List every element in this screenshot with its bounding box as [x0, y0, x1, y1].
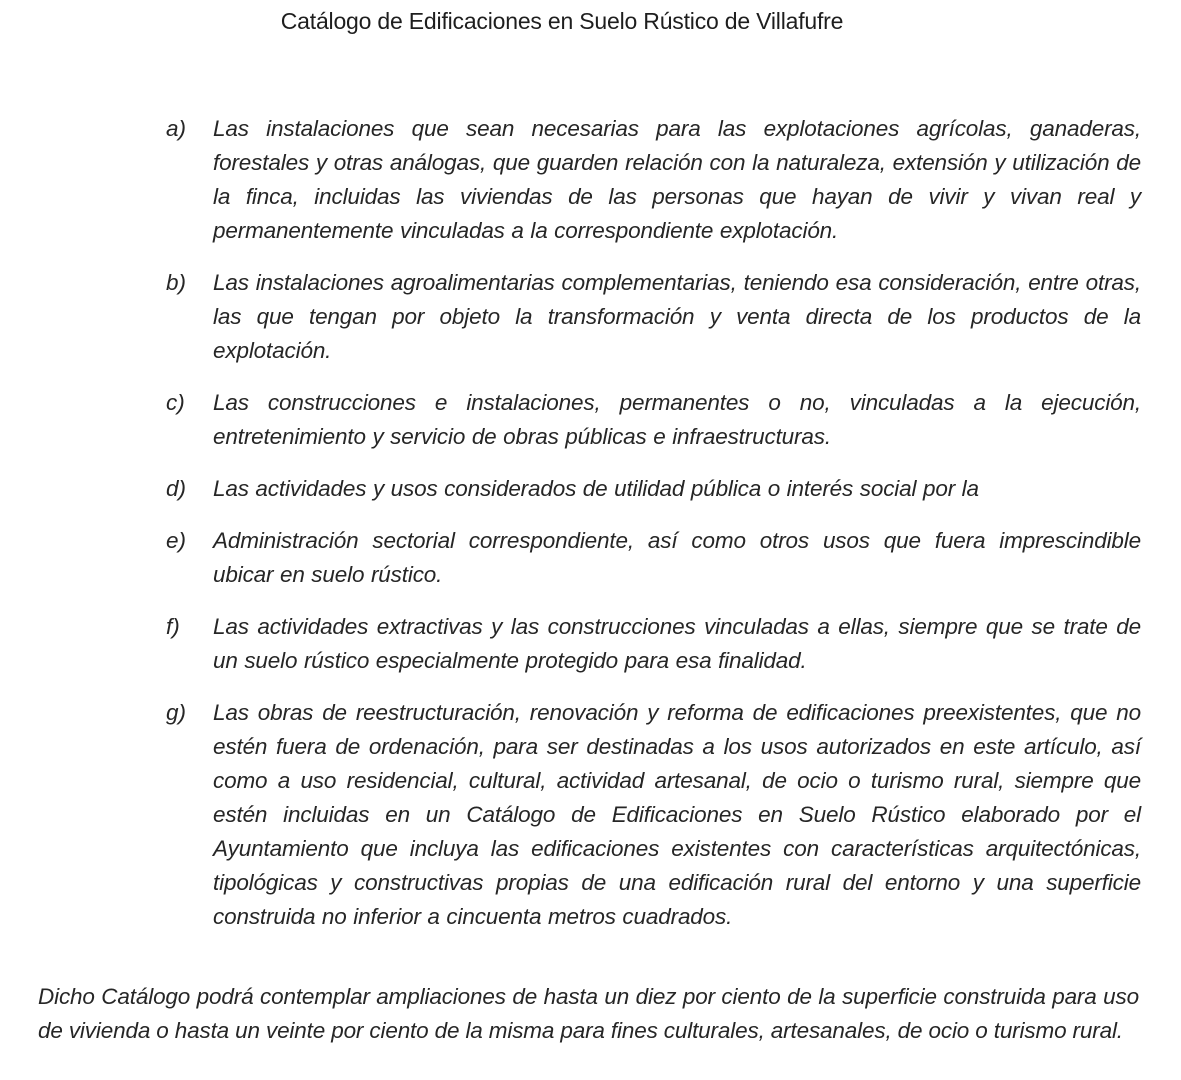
list-item-a	[166, 112, 1141, 248]
list-item-text: Las instalaciones que sean necesarias para las explotaciones agrícolas, ganaderas, forestales y otras análogas, que guarden relación con la naturaleza, extensión y utilización de la finca, incluidas las viviendas de las personas que hayan de vivir y vivan real y permanentemente vinculadas a la correspondiente explotación.	[213, 116, 1141, 243]
regulation-list	[166, 112, 1141, 934]
list-marker: d)	[166, 476, 187, 501]
list-marker: g)	[166, 700, 187, 725]
list-item-e	[166, 524, 1141, 592]
page-title: Catálogo de Edificaciones en Suelo Rústico de Villafufre	[280, 8, 844, 34]
list-item-g	[166, 696, 1141, 934]
list-marker: e)	[166, 528, 187, 553]
list-item-text: Las instalaciones agroalimentarias complementarias, teniendo esa consideración, entre otras, las que tengan por objeto la transformación y venta directa de los productos de la explotación.	[213, 270, 1141, 363]
list-item-text: Administración sectorial correspondiente, así como otros usos que fuera imprescindible ubicar en suelo rústico.	[213, 528, 1141, 587]
list-marker: c)	[166, 390, 185, 415]
closing-paragraph: Dicho Catálogo podrá contemplar ampliaciones de hasta un diez por ciento de la superficie construida para uso de vivienda o hasta un veinte por ciento de la misma para fines culturales, artesanales, de ocio o turismo rural.	[38, 984, 1139, 1043]
list-item-text: Las actividades extractivas y las construcciones vinculadas a ellas, siempre que se trate de un suelo rústico especialmente protegido para esa finalidad.	[213, 614, 1141, 673]
list-marker: b)	[166, 270, 187, 295]
list-item-text: Las construcciones e instalaciones, permanentes o no, vinculadas a la ejecución, entretenimiento y servicio de obras públicas e infraestructuras.	[213, 390, 1141, 449]
list-item-b	[166, 266, 1141, 368]
list-item-c	[166, 386, 1141, 454]
list-item-text: Las obras de reestructuración, renovación y reforma de edificaciones preexistentes, que no estén fuera de ordenación, para ser destinadas a los usos autorizados en este artículo, así como a uso residencial, cultural, actividad artesanal, de ocio o turismo rural, siempre que estén incluidas en un Catálogo de Edificaciones en Suelo Rústico elaborado por el Ayuntamiento que incluya las edificaciones existentes con características arquitectónicas, tipológicas y constructivas propias de una edificación rural del entorno y una superficie construida no inferior a cincuenta metros cuadrados.	[213, 700, 1141, 929]
list-item-text: Las actividades y usos considerados de utilidad pública o interés social por la	[213, 476, 979, 501]
list-item-d	[166, 472, 1141, 506]
list-item-f	[166, 610, 1141, 678]
list-marker: a)	[166, 116, 187, 141]
list-marker: f)	[166, 614, 180, 639]
